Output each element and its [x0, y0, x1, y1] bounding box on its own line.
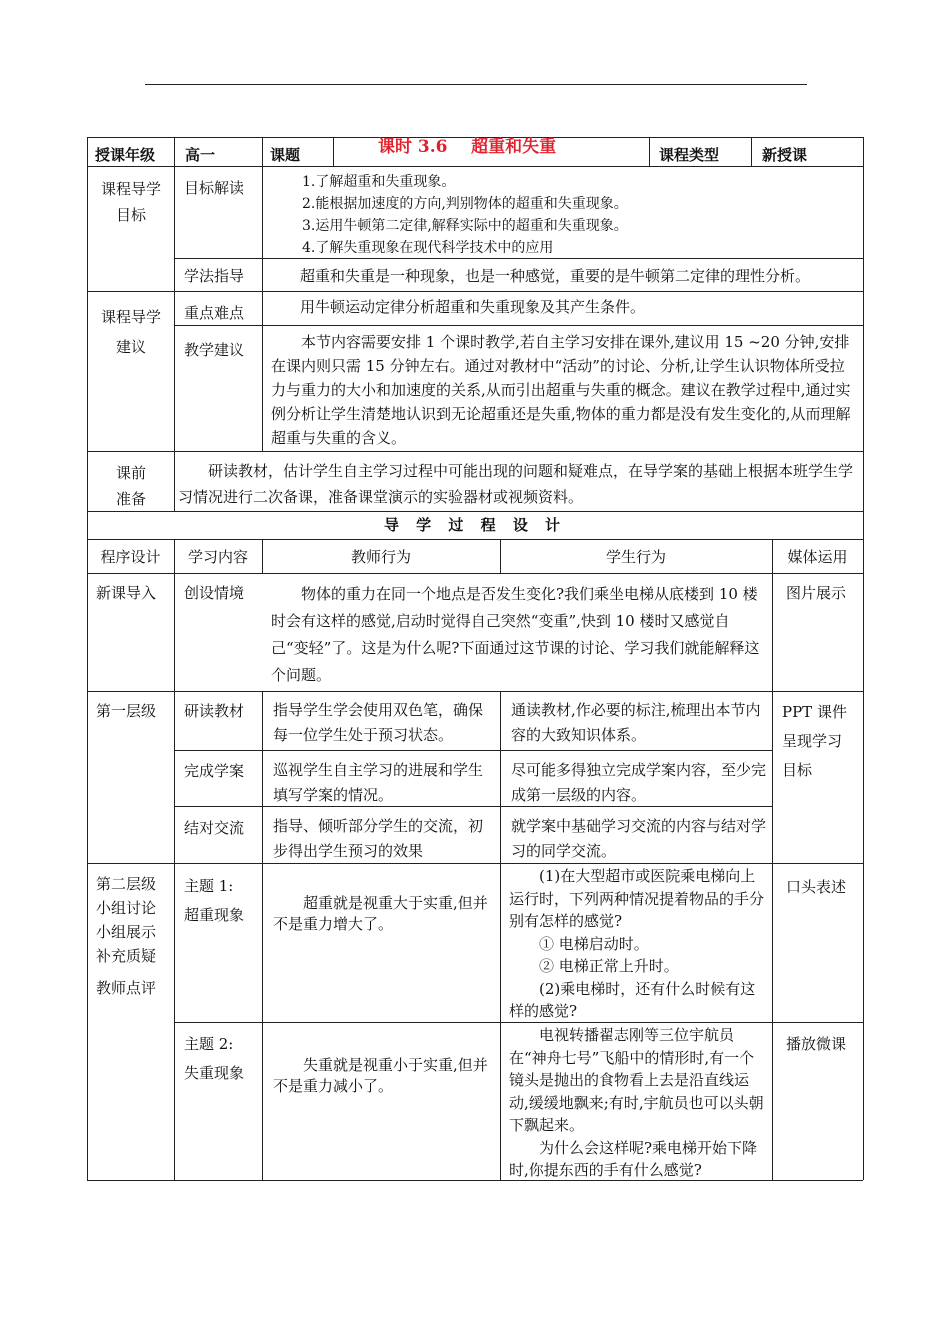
topic1-student-line: (1)在大型超市或医院乘电梯向上运行时，下列两种情况提着物品的手分别有怎样的感觉? [509, 867, 765, 930]
topic2-teacher: 失重就是视重小于实重,但并不是重力减小了。 [273, 1056, 488, 1095]
col-header-teacher: 教师行为 [350, 548, 411, 566]
goal-item: 4.了解失重现象在现代科学技术中的应用 [302, 240, 554, 256]
level2-stage [96, 872, 172, 1000]
level1-teacher-1: 指导学生学会使用双色笔，确保每一位学生处于预习状态。 [273, 701, 484, 744]
level1-content-2: 完成学案 [184, 762, 245, 780]
header-rule [145, 84, 807, 85]
topic1-student-line: (2)乘电梯时，还有什么时候有这样的感觉? [509, 979, 756, 1020]
col-header-stage: 程序设计 [100, 548, 161, 566]
level1-teacher-3: 指导、倾听部分学生的交流，初步得出学生预习的效果 [273, 817, 484, 860]
guide-advice-label: 课程导学 建议 [100, 308, 161, 356]
goal-item: 1.了解超重和失重现象。 [302, 174, 456, 190]
level1-stage: 第一层级 [96, 702, 157, 720]
topic1-teacher: 超重就是视重大于实重,但并不是重力增大了。 [273, 894, 488, 933]
study-method-text: 超重和失重是一种现象，也是一种感觉，重要的是牛顿第二定律的理性分析。 [300, 267, 811, 285]
goal-list [302, 171, 857, 259]
level1-teacher-2: 巡视学生自主学习的进展和学生填写学案的情况。 [273, 761, 484, 804]
level1-media: PPT 课件 呈现学习 目标 [782, 703, 847, 779]
course-type-label: 课程类型 [659, 146, 720, 164]
topic1-media: 口头表述 [786, 878, 847, 896]
topic1-student [509, 865, 767, 1023]
study-method-label: 学法指导 [184, 267, 245, 285]
key-points-label: 重点难点 [184, 304, 245, 322]
topic1-student-line: ① 电梯启动时。 [539, 934, 649, 953]
new-lesson-media: 图片展示 [786, 584, 847, 602]
col-header-media: 媒体运用 [787, 548, 848, 566]
level1-student-2: 尽可能多得独立完成学案内容，至少完成第一层级的内容。 [511, 761, 767, 804]
topic-value: 课时 3.6 超重和失重 [378, 137, 557, 157]
goal-interpret-label: 目标解读 [184, 179, 245, 197]
course-type-value: 新授课 [762, 146, 808, 164]
teaching-advice-text: 本节内容需要安排 1 个课时教学,若自主学习安排在课外,建议用 15 ~20 分钟,安排在课内则只需 15 分钟左右。通过对教材中“活动”的讨论、分析,让学生认识物体所受拉力与重力的大小和加速度的关系,从而引出超重与失重的概念。建议在教学过程中,通过实例分析让学生清楚地认识到无论超重还是失重,物体的重力都是没有发生变化的,从而理解超重与失重的含义。 [271, 333, 851, 447]
grade-value: 高一 [185, 146, 216, 164]
col-header-student: 学生行为 [605, 548, 666, 566]
topic2-student [509, 1024, 767, 1182]
topic2-student-line: 为什么会这样呢?乘电梯开始下降时,你提东西的手有什么感觉? [509, 1138, 758, 1179]
col-header-content: 学习内容 [187, 548, 248, 566]
new-lesson-text: 物体的重力在同一个地点是否发生变化?我们乘坐电梯从底楼到 10 楼时会有这样的感觉,启动时觉得自己突然“变重”,快到 10 楼时又感觉自己“变轻”了。这是为什么呢?下面通过这节课的讨论、学习我们就能解释这个问题。 [271, 585, 760, 684]
grade-label: 授课年级 [95, 146, 156, 164]
level2-stage-line: 小组展示 [96, 923, 157, 941]
level2-stage-line: 第二层级 [96, 875, 157, 893]
level1-content-3: 结对交流 [184, 819, 245, 837]
level1-student-1: 通读教材,作必要的标注,梳理出本节内容的大致知识体系。 [511, 701, 761, 744]
goal-item: 2.能根据加速度的方向,判别物体的超重和失重现象。 [302, 196, 628, 212]
guide-goal-label: 课程导学 目标 [100, 180, 161, 224]
topic2-content: 主题 2: 失重现象 [184, 1035, 245, 1082]
level1-content-1: 研读教材 [184, 702, 245, 720]
prep-label: 课前 准备 [115, 464, 146, 508]
goal-item: 3.运用牛顿第二定律,解释实际中的超重和失重现象。 [302, 218, 628, 234]
process-title: 导 学 过 程 设 计 [383, 516, 567, 534]
new-lesson-stage: 新课导入 [96, 584, 157, 602]
topic1-content: 主题 1: 超重现象 [184, 877, 245, 924]
topic2-media: 播放微课 [786, 1035, 847, 1053]
key-points-text: 用牛顿运动定律分析超重和失重现象及其产生条件。 [300, 298, 646, 316]
new-lesson-content: 创设情境 [184, 584, 245, 602]
level1-student-3: 就学案中基础学习交流的内容与结对学习的同学交流。 [511, 817, 767, 860]
level2-stage-line: 补充质疑 [96, 947, 157, 965]
level2-stage-line: 教师点评 [96, 979, 157, 997]
topic2-student-line: 电视转播翟志刚等三位宇航员在“神舟七号”飞船中的情形时,有一个镜头是抛出的食物看上去是沿直线运动,缓缓地飘来;有时,宇航员也可以头朝下飘起来。 [509, 1026, 764, 1134]
topic-label: 课题 [270, 146, 301, 164]
teaching-advice-label: 教学建议 [184, 341, 245, 359]
level2-stage-line: 小组讨论 [96, 899, 157, 917]
prep-text: 研读教材，估计学生自主学习过程中可能出现的问题和疑难点，在导学案的基础上根据本班学生学习情况进行二次备课，准备课堂演示的实验器材或视频资料。 [178, 462, 854, 506]
topic1-student-line: ② 电梯正常上升时。 [539, 957, 679, 975]
